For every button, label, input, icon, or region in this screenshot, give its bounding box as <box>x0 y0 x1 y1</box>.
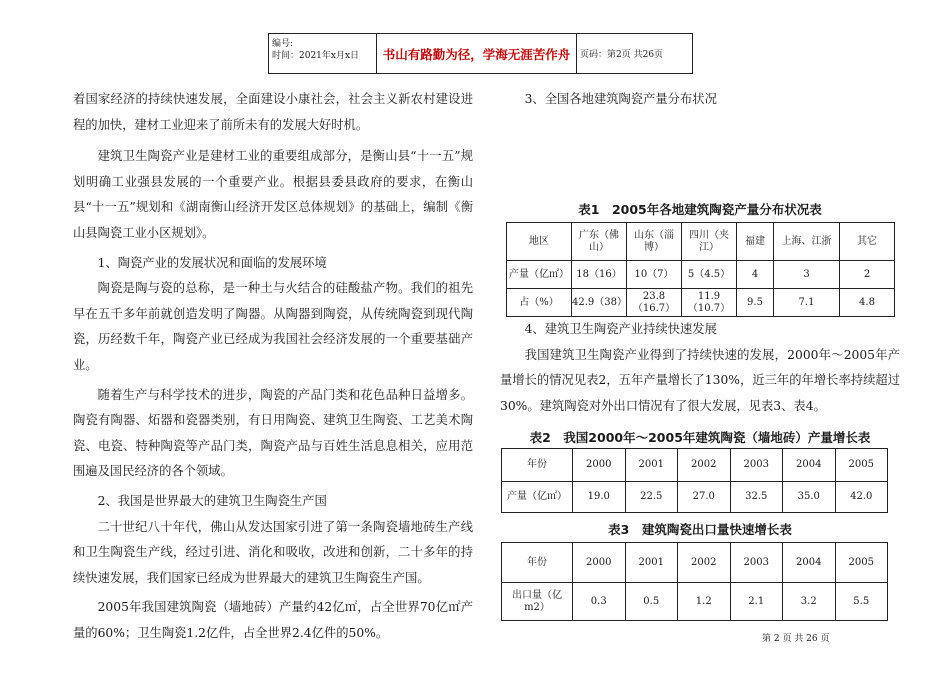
paragraph: 着国家经济的持续快速发展，全面建设小康社会，社会主义新农村建设进程的加快，建材工业迎来了前所未有的发展大好时机。 <box>73 92 473 132</box>
section4-wrap <box>500 317 900 419</box>
table-cell: 5（4.5） <box>682 261 737 289</box>
table-cell: 27.0 <box>678 482 731 513</box>
table2-caption: 表2 我国2000年～2005年建筑陶瓷（墙地砖）产量增长表 <box>529 430 871 445</box>
table-cell: 四川（夹江） <box>682 223 737 261</box>
header-time-label: 时间：2021年x月x日 <box>272 51 360 61</box>
section-heading: 4、建筑卫生陶瓷产业持续快速发展 <box>524 322 717 336</box>
section-heading: 1、陶瓷产业的发展状况和面临的发展环境 <box>97 255 327 270</box>
left-column <box>73 87 473 646</box>
table-row <box>502 543 888 583</box>
table-cell: 其它 <box>840 223 895 261</box>
table-cell: 2002 <box>678 449 731 482</box>
table-cell: 2004 <box>783 449 836 482</box>
table-cell: 0.5 <box>625 583 678 621</box>
table-cell: 23.8（16.7） <box>627 289 682 317</box>
paragraph: 二十世纪八十年代，佛山从发达国家引进了第一条陶瓷墙地砖生产线和卫生陶瓷生产线，经过引进、消化和吸收，改进和创新，二十多年的持续快速发展，我们国家已经成为世界最大的建筑卫生陶瓷生产国。 <box>73 519 473 585</box>
table-cell: 2003 <box>730 449 783 482</box>
section-heading: 2、我国是世界最大的建筑卫生陶瓷生产国 <box>97 493 327 508</box>
header-number-label: 编号: <box>272 39 294 49</box>
table-cell: 2.1 <box>730 583 783 621</box>
table-cell: 10（7） <box>627 261 682 289</box>
table-cell: 出口量（亿m2） <box>502 583 573 621</box>
section3-heading-wrap <box>500 87 900 113</box>
table3-caption: 表3 建筑陶瓷出口量快速增长表 <box>608 522 792 537</box>
table-cell: 5.5 <box>835 583 888 621</box>
table-cell: 4.8 <box>840 289 895 317</box>
table-cell: 35.0 <box>783 482 836 513</box>
table-cell: 年份 <box>502 449 573 482</box>
table-cell: 2005 <box>835 543 888 583</box>
table-cell: 2003 <box>730 543 783 583</box>
table1-caption: 表1 2005年各地建筑陶瓷产量分布状况表 <box>578 202 822 217</box>
table-cell: 年份 <box>502 543 573 583</box>
paragraph: 随着生产与科学技术的进步，陶瓷的产品门类和花色品种日益增多。陶瓷有陶器、炻器和瓷器类别，有日用陶瓷、建筑卫生陶瓷、工艺美术陶瓷、电瓷、特种陶瓷等产品门类，陶瓷产品与百姓生活息息相关，应用范围遍及国民经济的各个领域。 <box>73 387 473 479</box>
table-cell: 2000 <box>573 543 626 583</box>
table-cell: 22.5 <box>625 482 678 513</box>
table-cell: 2004 <box>783 543 836 583</box>
table-cell: 2002 <box>678 543 731 583</box>
table-cell: 11.9（10.7） <box>682 289 737 317</box>
paragraph: 建筑卫生陶瓷产业是建材工业的重要组成部分，是衡山县“十一五”规划明确工业强县发展的一个重要产业。根据县委县政府的要求，在衡山县“十一五”规划和《湖南衡山经济开发区总体规划》的基础上，编制《衡山县陶瓷工业小区规划》。 <box>73 149 473 240</box>
table-cell: 42.0 <box>835 482 888 513</box>
header-meta <box>269 34 377 73</box>
table-cell: 2001 <box>625 543 678 583</box>
table-cell: 4 <box>737 261 774 289</box>
table-row <box>502 482 888 513</box>
table-cell: 9.5 <box>737 289 774 317</box>
table-cell: 19.0 <box>573 482 626 513</box>
page-footer: 第 2 页 共 26 页 <box>762 634 830 644</box>
table-cell: 3 <box>774 261 840 289</box>
table-cell: 广东（佛山） <box>572 223 627 261</box>
table-cell: 3.2 <box>783 583 836 621</box>
paragraph: 2005年我国建筑陶瓷（墙地砖）产量约42亿㎡，占全世界70亿㎡产量的60%；卫生陶瓷1.2亿件，占全世界2.4亿件的50%。 <box>73 600 473 640</box>
table-cell: 2001 <box>625 449 678 482</box>
table-cell: 产量（亿㎡） <box>507 261 572 289</box>
table-cell: 1.2 <box>678 583 731 621</box>
table-cell: 产量（亿㎡） <box>502 482 573 513</box>
table-row <box>507 289 895 317</box>
table-row <box>502 583 888 621</box>
table-cell: 18（16） <box>572 261 627 289</box>
paragraph: 我国建筑卫生陶瓷产业得到了持续快速的发展，2000年～2005年产量增长的情况见表2，五年产量增长了130%，近三年的年增长率持续超过30%。建筑陶瓷对外出口情况有了很大发展，见表3、表4。 <box>500 347 900 413</box>
paragraph: 陶瓷是陶与瓷的总称，是一种土与火结合的硅酸盐产物。我们的祖先早在五千多年前就创造发明了陶器。从陶器到陶瓷，从传统陶瓷到现代陶瓷，历经数千年，陶瓷产业已经成为我国社会经济发展的一个重要基础产业。 <box>73 281 473 372</box>
table-cell: 福建 <box>737 223 774 261</box>
header-motto: 书山有路勤为径，学海无涯苦作舟 <box>377 34 577 73</box>
table-cell: 0.3 <box>573 583 626 621</box>
table-cell: 地区 <box>507 223 572 261</box>
table-cell: 2005 <box>835 449 888 482</box>
table-cell: 7.1 <box>774 289 840 317</box>
table-cell: 2000 <box>573 449 626 482</box>
page-header <box>268 33 693 74</box>
table-row <box>507 261 895 289</box>
table-row <box>507 223 895 261</box>
table-cell: 占（%） <box>507 289 572 317</box>
section-heading: 3、全国各地建筑陶瓷产量分布状况 <box>524 92 717 106</box>
table-cell: 山东（淄博） <box>627 223 682 261</box>
header-page-label: 页码：第2页 共26页 <box>580 50 664 60</box>
table2 <box>501 448 888 513</box>
table-cell: 上海、江浙 <box>774 223 840 261</box>
table-row <box>502 449 888 482</box>
table-cell: 32.5 <box>730 482 783 513</box>
table3 <box>501 542 888 621</box>
table-cell: 42.9（38） <box>572 289 627 317</box>
table1 <box>506 222 895 317</box>
table-cell: 2 <box>840 261 895 289</box>
